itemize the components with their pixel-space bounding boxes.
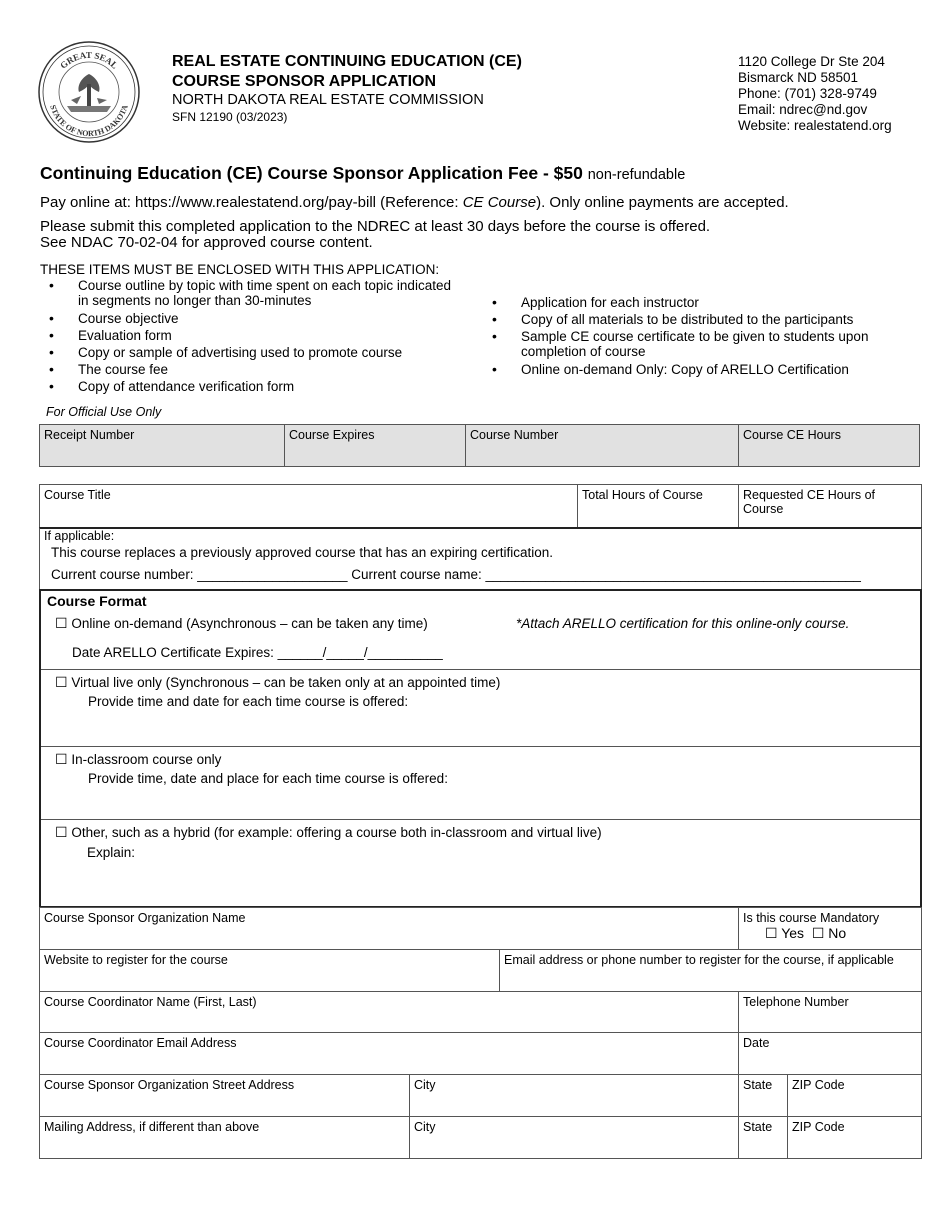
course-ce-hours-field[interactable] xyxy=(738,424,920,467)
bullet: • xyxy=(49,327,54,343)
receipt-number-field[interactable] xyxy=(39,424,285,467)
list-item-text: Online on-demand Only: Copy of ARELLO Certification xyxy=(521,362,849,377)
total-hours-field[interactable] xyxy=(577,484,739,528)
date-label: Date xyxy=(743,1036,770,1050)
street-address-label: Course Sponsor Organization Street Address xyxy=(44,1078,295,1092)
virtual-option-label: Virtual live only (Synchronous – can be taken only at an appointed time) xyxy=(71,675,501,690)
enclosed-list-left xyxy=(49,277,451,396)
mailing-address-field[interactable] xyxy=(39,1116,410,1159)
course-expires-label: Course Expires xyxy=(289,428,375,442)
course-expires-field[interactable] xyxy=(284,424,466,467)
virtual-option[interactable] xyxy=(55,674,500,691)
requested-ce-hours-field[interactable] xyxy=(738,484,922,528)
list-item-text: Course objective xyxy=(78,311,179,326)
mailing-city-label: City xyxy=(414,1120,436,1134)
payment-suffix: ). Only online payments are accepted. xyxy=(536,194,789,211)
classroom-option[interactable] xyxy=(55,751,221,768)
register-contact-label: Email address or phone number to register for the course, if applicable xyxy=(504,953,894,967)
mandatory-no-label[interactable]: No xyxy=(828,925,847,941)
telephone-field[interactable] xyxy=(738,991,922,1033)
classroom-provide-label: Provide time, date and place for each time course is offered: xyxy=(88,771,448,786)
list-item xyxy=(49,378,451,396)
mailing-zip-label: ZIP Code xyxy=(792,1120,845,1134)
coordinator-email-field[interactable] xyxy=(39,1032,739,1075)
payment-instructions xyxy=(40,194,789,211)
date-field[interactable] xyxy=(738,1032,922,1075)
state-label: State xyxy=(743,1078,773,1092)
fee-title xyxy=(40,163,685,184)
divider xyxy=(41,819,920,820)
mailing-state-field[interactable] xyxy=(738,1116,788,1159)
bullet: • xyxy=(49,277,54,293)
mandatory-options xyxy=(743,925,917,942)
bullet: • xyxy=(49,310,54,326)
replacement-statement: This course replaces a previously approved course that has an expiring certification. xyxy=(51,545,554,560)
list-item-text: Application for each instructor xyxy=(521,295,699,310)
list-item-text: Sample CE course certificate to be given to students upon xyxy=(521,329,869,344)
mandatory-yes-label[interactable]: Yes xyxy=(781,925,805,941)
list-item-text: Course outline by topic with time spent on each topic indicated xyxy=(78,278,451,293)
list-item xyxy=(49,277,451,311)
if-applicable-label: If applicable: xyxy=(44,529,115,543)
list-item-text: Copy of all materials to be distributed to the participants xyxy=(521,312,854,327)
mailing-address-label: Mailing Address, if different than above xyxy=(44,1120,260,1134)
list-item-text: Evaluation form xyxy=(78,328,172,343)
address-line2: Bismarck ND 58501 xyxy=(738,70,859,85)
course-title-field[interactable] xyxy=(39,484,578,528)
bullet: • xyxy=(49,361,54,377)
form-title-line2: COURSE SPONSOR APPLICATION xyxy=(172,73,437,90)
form-number: SFN 12190 (03/2023) xyxy=(172,110,288,124)
explain-label: Explain: xyxy=(87,845,136,860)
svg-text:GREAT SEAL: GREAT SEAL xyxy=(58,49,120,71)
coordinator-name-field[interactable] xyxy=(39,991,739,1033)
course-number-label: Course Number xyxy=(470,428,559,442)
email: Email: ndrec@nd.gov xyxy=(738,102,868,117)
mandatory-yes-checkbox[interactable]: ☐ xyxy=(765,925,778,941)
course-format-heading: Course Format xyxy=(47,593,147,609)
requested-ce-hours-label: Requested CE Hours of Course xyxy=(743,488,876,516)
list-item-text: completion of course xyxy=(521,344,646,359)
svg-text:STATE OF NORTH DAKOTA: STATE OF NORTH DAKOTA xyxy=(48,103,130,139)
virtual-checkbox[interactable]: ☐ xyxy=(55,674,68,690)
list-item xyxy=(492,294,868,312)
list-item xyxy=(492,328,869,362)
online-option-label: Online on-demand (Asynchronous – can be taken any time) xyxy=(71,616,428,631)
zip-label: ZIP Code xyxy=(792,1078,845,1092)
mandatory-label: Is this course Mandatory xyxy=(743,911,880,925)
bullet: • xyxy=(492,328,497,344)
list-item xyxy=(492,311,868,329)
bullet: • xyxy=(49,344,54,360)
payment-reference: CE Course xyxy=(462,194,537,211)
form-title-line1: REAL ESTATE CONTINUING EDUCATION (CE) xyxy=(172,53,522,70)
other-checkbox[interactable]: ☐ xyxy=(55,824,68,840)
enclosed-list-right xyxy=(492,294,869,379)
payment-prefix: Pay online at: https://www.realestatend.org/pay-bill (Reference: xyxy=(40,194,463,211)
list-item xyxy=(49,327,451,345)
phone: Phone: (701) 328-9749 xyxy=(738,86,877,101)
online-checkbox[interactable]: ☐ xyxy=(55,615,68,631)
virtual-provide-label: Provide time and date for each time course is offered: xyxy=(88,694,409,709)
website: Website: realestatend.org xyxy=(738,118,892,133)
mailing-zip-field[interactable] xyxy=(787,1116,922,1159)
list-item-text: Copy of attendance verification form xyxy=(78,379,295,394)
ndac-reference: See NDAC 70-02-04 for approved course content. xyxy=(40,234,373,251)
sponsor-org-name-label: Course Sponsor Organization Name xyxy=(44,911,246,925)
list-item xyxy=(492,361,868,379)
register-contact-field[interactable] xyxy=(499,949,922,992)
other-option-label: Other, such as a hybrid (for example: offering a course both in-classroom and virtual live) xyxy=(71,825,602,840)
bullet: • xyxy=(492,361,497,377)
submit-instructions: Please submit this completed application to the NDREC at least 30 days before the course is offered. xyxy=(40,218,711,235)
course-number-field[interactable] xyxy=(465,424,739,467)
register-website-field[interactable] xyxy=(39,949,500,992)
list-item xyxy=(49,361,451,379)
current-course-line[interactable]: Current course number: ____________________ Current course name: __________________________________________________ xyxy=(51,567,861,582)
classroom-checkbox[interactable]: ☐ xyxy=(55,751,68,767)
city-field[interactable] xyxy=(409,1074,739,1117)
fee-note: non-refundable xyxy=(587,167,686,183)
receipt-number-label: Receipt Number xyxy=(44,428,135,442)
bullet: • xyxy=(492,311,497,327)
bullet: • xyxy=(49,378,54,394)
mandatory-field xyxy=(738,907,922,950)
course-ce-hours-label: Course CE Hours xyxy=(743,428,841,442)
mailing-city-field[interactable] xyxy=(409,1116,739,1159)
zip-field[interactable] xyxy=(787,1074,922,1117)
list-item-text: The course fee xyxy=(78,362,169,377)
state-field[interactable] xyxy=(738,1074,788,1117)
coordinator-email-label: Course Coordinator Email Address xyxy=(44,1036,237,1050)
list-item-text: Copy or sample of advertising used to promote course xyxy=(78,345,403,360)
address-line1: 1120 College Dr Ste 204 xyxy=(738,54,885,69)
telephone-label: Telephone Number xyxy=(743,995,849,1009)
city-label: City xyxy=(414,1078,436,1092)
agency-name: NORTH DAKOTA REAL ESTATE COMMISSION xyxy=(172,92,484,108)
mandatory-no-checkbox[interactable]: ☐ xyxy=(811,925,825,941)
sponsor-org-name-field[interactable] xyxy=(39,907,739,950)
course-title-label: Course Title xyxy=(44,488,111,502)
fee-title-text: Continuing Education (CE) Course Sponsor Application Fee - $50 xyxy=(40,163,583,183)
mailing-state-label: State xyxy=(743,1120,773,1134)
classroom-option-label: In-classroom course only xyxy=(71,752,222,767)
arello-attach-note: *Attach ARELLO certification for this online-only course. xyxy=(516,616,850,631)
other-option[interactable] xyxy=(55,824,602,841)
list-item xyxy=(49,310,451,328)
enclosed-heading: THESE ITEMS MUST BE ENCLOSED WITH THIS APPLICATION: xyxy=(40,262,440,277)
online-option[interactable] xyxy=(55,615,428,632)
total-hours-label: Total Hours of Course xyxy=(582,488,703,502)
list-item xyxy=(49,344,451,362)
official-use-heading: For Official Use Only xyxy=(46,405,162,419)
bullet: • xyxy=(492,294,497,310)
divider xyxy=(41,746,920,747)
coordinator-name-label: Course Coordinator Name (First, Last) xyxy=(44,995,257,1009)
list-item-text: in segments no longer than 30-minutes xyxy=(78,293,312,308)
arello-expires-field[interactable]: Date ARELLO Certificate Expires: ______/_____/__________ xyxy=(72,645,443,660)
state-seal-logo xyxy=(37,40,141,144)
register-website-label: Website to register for the course xyxy=(44,953,228,967)
course-format-section xyxy=(39,589,922,908)
divider xyxy=(41,669,920,670)
street-address-field[interactable] xyxy=(39,1074,410,1117)
